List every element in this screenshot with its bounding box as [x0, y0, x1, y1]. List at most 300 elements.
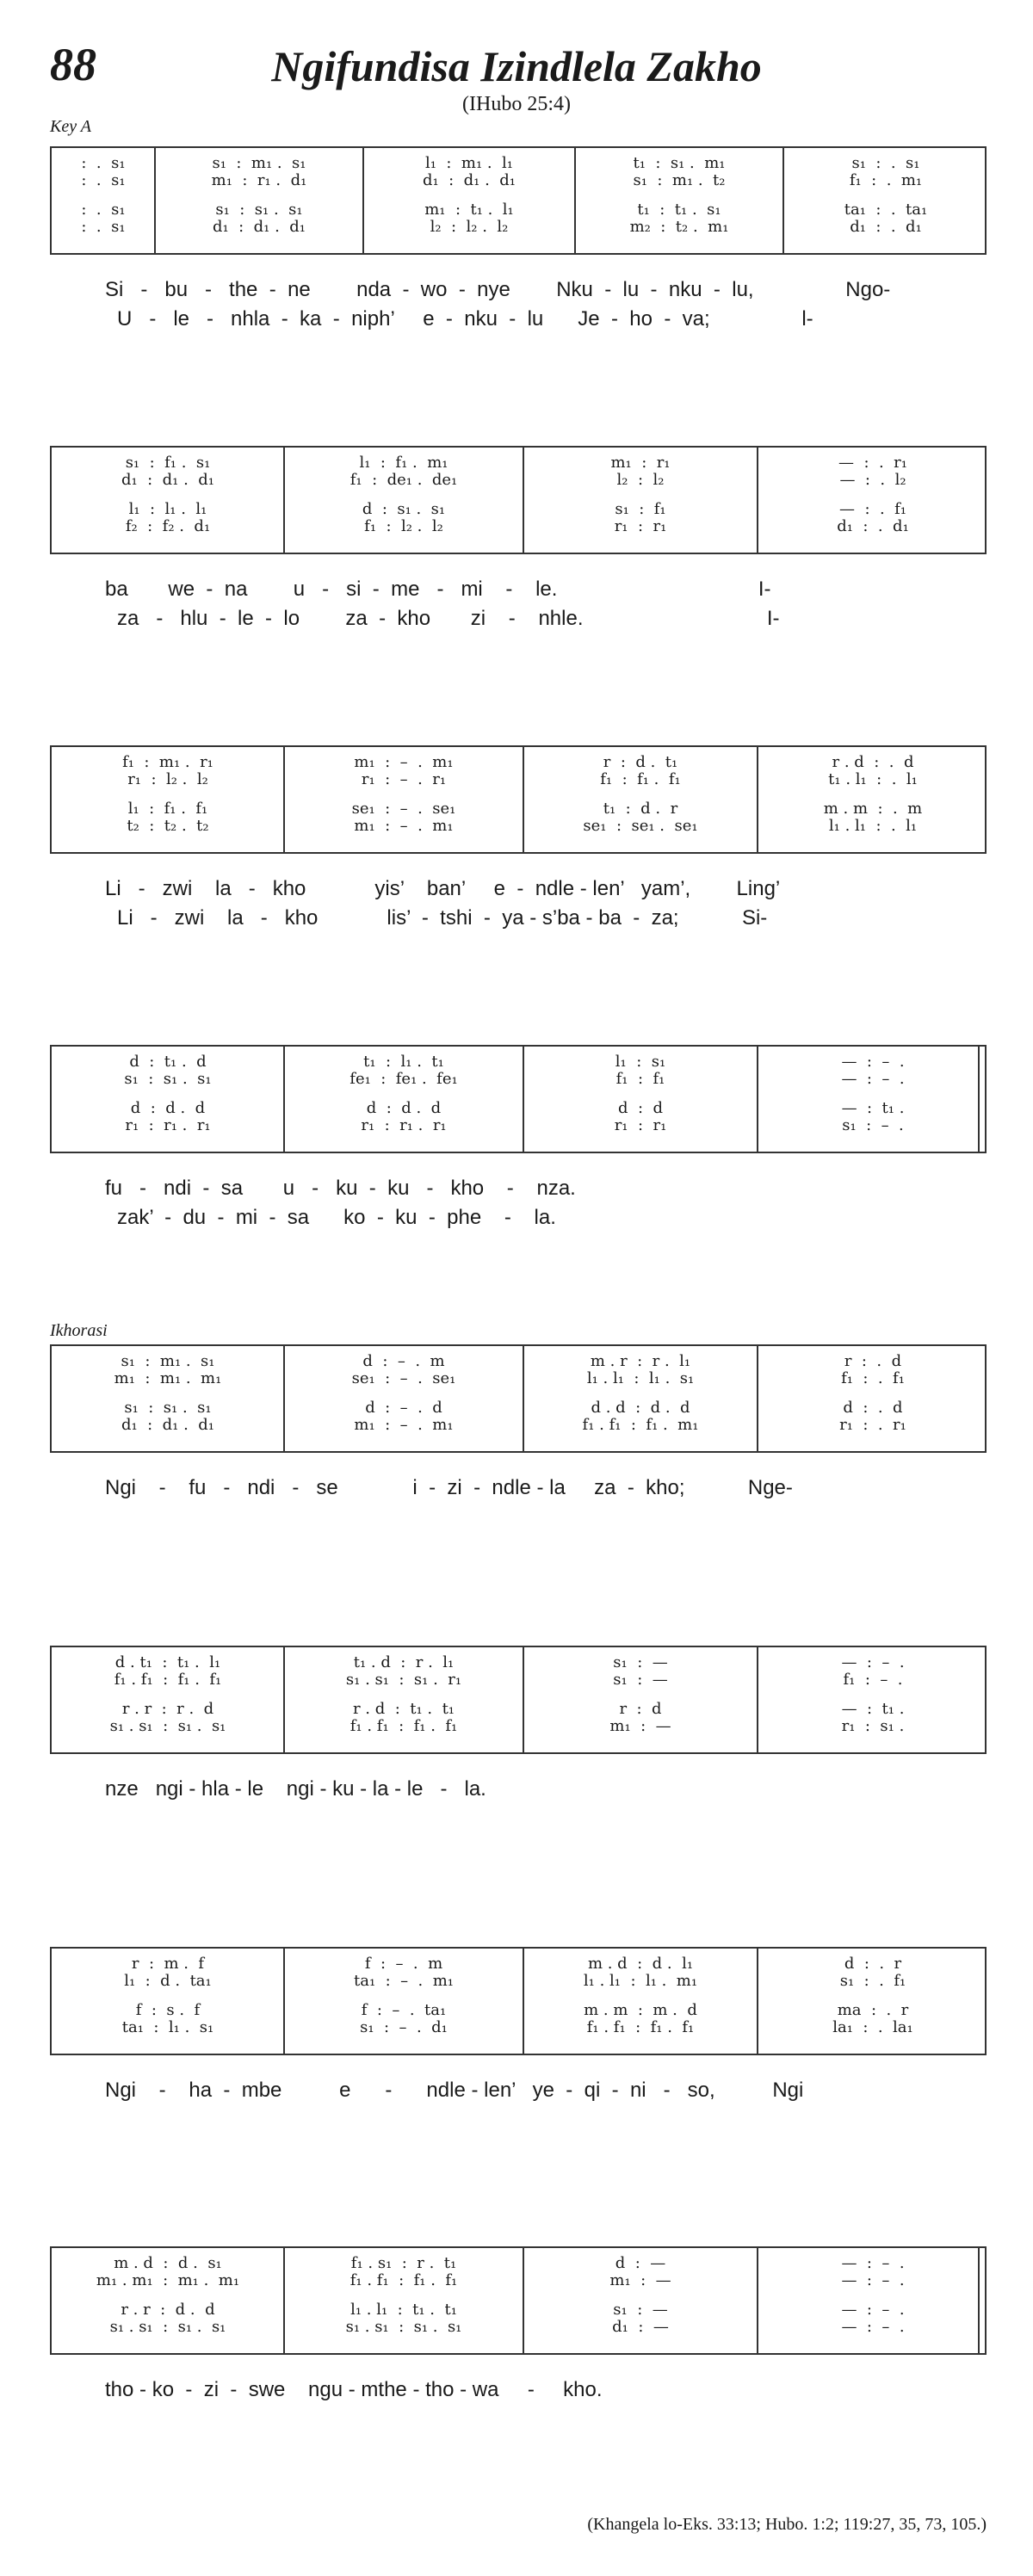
measure — [52, 2319, 284, 2336]
measure — [52, 2301, 284, 2319]
measure — [758, 818, 988, 835]
measure — [523, 2301, 758, 2319]
measure — [52, 518, 284, 535]
measure — [523, 472, 758, 489]
solfa-notes: s₁ : m₁ . s₁ — [212, 155, 306, 172]
measure — [523, 1973, 758, 1990]
solfa-notes: f₁ : . m₁ — [849, 172, 923, 189]
footer-references: (Khangela lo-Eks. 33:13; Hubo. 1:2; 119:27, 35, 73, 105.) — [587, 2515, 987, 2534]
measure — [284, 754, 523, 771]
solfa-notes: f : s . f — [135, 2002, 201, 2019]
voice-row-4 — [52, 1417, 985, 1434]
lyric-line: Li - zwi la - kho lis’ - tshi - ya - s’ba - ba - za; Si- — [117, 906, 768, 930]
solfa-notes: r₁ : r₁ — [614, 1117, 667, 1134]
measure — [52, 1053, 284, 1071]
measure — [523, 501, 758, 518]
voice-row-1 — [52, 2255, 985, 2272]
solfa-notes: r : m . f — [131, 1955, 205, 1973]
solfa-notes: : . s₁ — [81, 201, 126, 219]
measure — [284, 771, 523, 788]
solfa-notes: se₁ : – . se₁ — [351, 1370, 456, 1387]
lyric-line: za - hlu - le - lo za - kho zi - nhle. I- — [117, 607, 780, 630]
solfa-notes: d₁ : — — [612, 2319, 669, 2336]
solfa-notes: m₁ : – . m₁ — [354, 1417, 454, 1434]
voice-row-4 — [52, 2019, 985, 2036]
measure — [284, 518, 523, 535]
measure — [783, 219, 988, 236]
voice-row-2 — [52, 771, 985, 788]
measure — [52, 754, 284, 771]
measure — [758, 754, 988, 771]
measure — [52, 172, 155, 189]
measure — [758, 1053, 988, 1071]
system-4 — [50, 1045, 987, 1153]
solfa-notes: ta₁ : – . m₁ — [353, 1973, 455, 1990]
voice-row-1 — [52, 1654, 985, 1671]
voice-row-2 — [52, 1071, 985, 1088]
key-label: Key A — [50, 117, 91, 136]
solfa-notes: s₁ . s₁ : s₁ . s₁ — [109, 2319, 226, 2336]
solfa-notes: m₁ : t₁ . l₁ — [424, 201, 514, 219]
measure — [284, 800, 523, 818]
voice-row-4 — [52, 219, 985, 236]
measure — [284, 1071, 523, 1088]
measure — [758, 454, 988, 472]
measure — [523, 2002, 758, 2019]
measure — [758, 771, 988, 788]
measure — [52, 472, 284, 489]
measure — [284, 501, 523, 518]
measure — [284, 1417, 523, 1434]
solfa-notes: r : . d — [844, 1353, 902, 1370]
solfa-notes: t₁ : d . r — [603, 800, 678, 818]
solfa-notes: d : . d — [843, 1399, 903, 1417]
solfa-notes: l₁ . l₁ : t₁ . t₁ — [350, 2301, 457, 2319]
lyric-line: nze ngi - hla - le ngi - ku - la - le - la. — [105, 1777, 486, 1801]
solfa-notes: l₁ . l₁ : . l₁ — [828, 818, 918, 835]
voice-row-2 — [52, 2272, 985, 2289]
solfa-notes: r : d . t₁ — [603, 754, 678, 771]
measure — [523, 2255, 758, 2272]
measure — [284, 2272, 523, 2289]
solfa-notes: m . m : . m — [823, 800, 923, 818]
voice-row-4 — [52, 2319, 985, 2336]
lyric-line: Ngi - fu - ndi - se i - zi - ndle - la za - kho; Nge- — [105, 1476, 793, 1499]
measure — [758, 1370, 988, 1387]
measure — [523, 1701, 758, 1718]
measure — [523, 1671, 758, 1689]
solfa-notes: r . r : r . d — [121, 1701, 214, 1718]
solfa-notes: s₁ . s₁ : s₁ . r₁ — [345, 1671, 462, 1689]
solfa-notes: f₁ . f₁ : f₁ . m₁ — [582, 1417, 699, 1434]
measure — [155, 201, 363, 219]
system-3 — [50, 745, 987, 854]
measure — [52, 1671, 284, 1689]
solfa-notes: f₁ : – . — [843, 1671, 903, 1689]
measure — [575, 219, 783, 236]
solfa-notes: t₁ : t₁ . s₁ — [637, 201, 721, 219]
lyric-line: ba we - na u - si - me - mi - le. I- — [105, 578, 771, 601]
solfa-notes: l₁ . l₁ : l₁ . m₁ — [583, 1973, 698, 1990]
solfa-notes: m . r : r . l₁ — [590, 1353, 691, 1370]
chorus-label: Ikhorasi — [50, 1321, 108, 1340]
solfa-notes: f₁ : de₁ . de₁ — [349, 472, 458, 489]
solfa-notes: f₁ : f₁ . f₁ — [600, 771, 681, 788]
measure — [523, 1417, 758, 1434]
measure — [52, 219, 155, 236]
lyrics-block — [50, 2375, 987, 2405]
measure — [523, 800, 758, 818]
voice-row-2 — [52, 1671, 985, 1689]
solfa-notes: s₁ : — — [613, 1671, 668, 1689]
solfa-notes: — : – . — [841, 1654, 905, 1671]
voice-row-4 — [52, 818, 985, 835]
measure — [52, 1955, 284, 1973]
measure — [52, 818, 284, 835]
voice-row-3 — [52, 201, 985, 219]
measure — [758, 1353, 988, 1370]
solfa-notes: m . d : d . s₁ — [114, 2255, 222, 2272]
solfa-notes: r : d — [619, 1701, 662, 1718]
solfa-notes: t₁ : l₁ . t₁ — [363, 1053, 444, 1071]
voice-row-3 — [52, 501, 985, 518]
solfa-notes: d . t₁ : t₁ . l₁ — [114, 1654, 221, 1671]
solfa-notes: l₁ . l₁ : l₁ . s₁ — [586, 1370, 695, 1387]
measure — [523, 818, 758, 835]
measure — [758, 800, 988, 818]
measure — [52, 2255, 284, 2272]
voice-row-1 — [52, 454, 985, 472]
measure — [523, 454, 758, 472]
lyric-line: Li - zwi la - kho yis’ ban’ e - ndle - len’ yam’, Ling’ — [105, 877, 781, 900]
measure — [284, 818, 523, 835]
solfa-notes: s₁ : s₁ . s₁ — [215, 201, 303, 219]
solfa-notes: r₁ : l₂ . l₂ — [127, 771, 208, 788]
measure — [523, 1370, 758, 1387]
solfa-notes: d : t₁ . d — [129, 1053, 207, 1071]
measure — [52, 771, 284, 788]
measure — [758, 2002, 988, 2019]
measure — [575, 155, 783, 172]
solfa-notes: s₁ : . f₁ — [839, 1973, 906, 1990]
voice-row-3 — [52, 2002, 985, 2019]
solfa-notes: d₁ : . d₁ — [850, 219, 922, 236]
voice-row-4 — [52, 1718, 985, 1735]
solfa-notes: d : s₁ . s₁ — [362, 501, 446, 518]
measure — [363, 172, 575, 189]
measure — [758, 1973, 988, 1990]
solfa-notes: s₁ : m₁ . t₂ — [633, 172, 726, 189]
solfa-notes: : . s₁ — [81, 155, 126, 172]
measure — [783, 155, 988, 172]
solfa-notes: f : – . m — [364, 1955, 443, 1973]
measure — [758, 1071, 988, 1088]
solfa-notes: s₁ : — — [613, 2301, 668, 2319]
solfa-notes: m . d : d . l₁ — [587, 1955, 694, 1973]
measure — [155, 219, 363, 236]
measure — [575, 172, 783, 189]
voice-row-3 — [52, 1399, 985, 1417]
solfa-notes: — : t₁ . — [841, 1701, 905, 1718]
lyric-line: zak’ - du - mi - sa ko - ku - phe - la. — [117, 1206, 556, 1229]
lyrics-block — [50, 1174, 987, 1232]
lyrics-block — [50, 2076, 987, 2105]
measure — [52, 1417, 284, 1434]
measure — [284, 1399, 523, 1417]
measure — [758, 501, 988, 518]
solfa-notes: m₁ . m₁ : m₁ . m₁ — [96, 2272, 240, 2289]
system-7 — [50, 1947, 987, 2055]
measure — [758, 1718, 988, 1735]
solfa-notes: s₁ : — — [613, 1654, 668, 1671]
solfa-notes: s₁ : f₁ — [615, 501, 666, 518]
solfa-notes: f₁ : f₁ — [615, 1071, 665, 1088]
measure — [523, 1117, 758, 1134]
measure — [758, 1671, 988, 1689]
solfa-notes: — : – . — [841, 1071, 905, 1088]
voice-row-3 — [52, 800, 985, 818]
solfa-notes: — : – . — [841, 1053, 905, 1071]
solfa-notes: d : — — [615, 2255, 666, 2272]
lyric-line: tho - ko - zi - swe ngu - mthe - tho - wa - kho. — [105, 2378, 603, 2401]
solfa-notes: r₁ : r₁ . r₁ — [361, 1117, 447, 1134]
measure — [783, 201, 988, 219]
solfa-notes: t₁ : s₁ . m₁ — [633, 155, 726, 172]
measure — [52, 501, 284, 518]
measure — [52, 201, 155, 219]
measure — [52, 2019, 284, 2036]
solfa-notes: r . r : d . d — [121, 2301, 215, 2319]
measure — [758, 2255, 988, 2272]
system-2 — [50, 446, 987, 554]
measure — [758, 1701, 988, 1718]
measure — [52, 800, 284, 818]
measure — [758, 2301, 988, 2319]
solfa-notes: r . d : . d — [832, 754, 914, 771]
solfa-notes: fe₁ : fe₁ . fe₁ — [349, 1071, 458, 1088]
solfa-notes: — : – . — [841, 2272, 905, 2289]
solfa-notes: s₁ : s₁ . s₁ — [124, 1071, 212, 1088]
measure — [284, 472, 523, 489]
solfa-notes: m₁ : r₁ — [610, 454, 671, 472]
measure — [52, 155, 155, 172]
voice-row-1 — [52, 1053, 985, 1071]
solfa-notes: f₁ . f₁ : f₁ . f₁ — [349, 1718, 458, 1735]
lyrics-block — [50, 275, 987, 334]
solfa-notes: se₁ : se₁ . se₁ — [583, 818, 698, 835]
solfa-notes: d₁ : d₁ . d₁ — [422, 172, 516, 189]
solfa-notes: f₁ . s₁ : r . t₁ — [350, 2255, 457, 2272]
solfa-notes: s₁ . s₁ : s₁ . s₁ — [345, 2319, 462, 2336]
measure — [363, 219, 575, 236]
measure — [758, 1654, 988, 1671]
solfa-notes: se₁ : – . se₁ — [351, 800, 456, 818]
measure — [284, 1701, 523, 1718]
voice-row-1 — [52, 1353, 985, 1370]
system-8 — [50, 2246, 987, 2355]
solfa-notes: ma : . r — [837, 2002, 909, 2019]
measure — [523, 1100, 758, 1117]
solfa-notes: ta₁ : . ta₁ — [844, 201, 928, 219]
measure — [758, 1117, 988, 1134]
solfa-notes: l₁ : f₁ . f₁ — [127, 800, 208, 818]
measure — [758, 2272, 988, 2289]
solfa-notes: s₁ : – . — [842, 1117, 904, 1134]
solfa-notes: — : . f₁ — [839, 501, 906, 518]
system-1 — [50, 146, 987, 255]
hymn-title: Ngifundisa Izindlela Zakho — [271, 42, 762, 90]
measure — [783, 172, 988, 189]
measure — [575, 201, 783, 219]
measure — [284, 454, 523, 472]
measure — [284, 2002, 523, 2019]
measure — [363, 155, 575, 172]
solfa-notes: d : – . d — [365, 1399, 442, 1417]
solfa-notes: f₂ : f₂ . d₁ — [125, 518, 211, 535]
solfa-notes: r . d : t₁ . t₁ — [352, 1701, 455, 1718]
voice-row-3 — [52, 1100, 985, 1117]
solfa-notes: d : d . d — [366, 1100, 442, 1117]
voice-row-2 — [52, 172, 985, 189]
solfa-notes: l₂ : l₂ . l₂ — [430, 219, 509, 236]
solfa-notes: m . m : m . d — [584, 2002, 697, 2019]
voice-row-2 — [52, 1973, 985, 1990]
measure — [284, 2319, 523, 2336]
solfa-notes: f : – . ta₁ — [361, 2002, 447, 2019]
solfa-notes: — : – . — [841, 2319, 905, 2336]
solfa-notes: d : . r — [844, 1955, 902, 1973]
measure — [52, 1353, 284, 1370]
measure — [523, 1955, 758, 1973]
lyric-line: Ngi - ha - mbe e - ndle - len’ ye - qi - ni - so, Ngi — [105, 2079, 804, 2102]
solfa-notes: s₁ : . s₁ — [851, 155, 920, 172]
measure — [523, 1399, 758, 1417]
measure — [758, 2319, 988, 2336]
lyric-line: fu - ndi - sa u - ku - ku - kho - nza. — [105, 1177, 576, 1200]
solfa-notes: m₁ : r₁ . d₁ — [211, 172, 307, 189]
lyrics-block — [50, 1775, 987, 1804]
measure — [284, 1353, 523, 1370]
measure — [52, 1654, 284, 1671]
solfa-notes: l₁ : f₁ . m₁ — [359, 454, 448, 472]
solfa-notes: d₁ : d₁ . d₁ — [121, 1417, 215, 1434]
measure — [523, 2272, 758, 2289]
scripture-reference: (IHubo 25:4) — [462, 93, 571, 115]
solfa-notes: m₁ : – . m₁ — [354, 818, 454, 835]
solfa-notes: d : d . d — [130, 1100, 206, 1117]
measure — [758, 518, 988, 535]
measure — [284, 2255, 523, 2272]
solfa-notes: la₁ : . la₁ — [832, 2019, 913, 2036]
measure — [284, 1955, 523, 1973]
solfa-notes: — : – . — [841, 2255, 905, 2272]
lyric-line: U - le - nhla - ka - niph’ e - nku - lu Je - ho - va; l- — [117, 307, 813, 330]
measure — [523, 2319, 758, 2336]
measure — [52, 454, 284, 472]
measure — [284, 2301, 523, 2319]
solfa-notes: r₁ : . r₁ — [839, 1417, 906, 1434]
measure — [284, 1654, 523, 1671]
solfa-notes: d₁ : d₁ . d₁ — [121, 472, 215, 489]
measure — [52, 2002, 284, 2019]
solfa-notes: r₁ : – . r₁ — [361, 771, 447, 788]
hymn-number: 88 — [50, 39, 96, 90]
solfa-notes: f₁ . f₁ : f₁ . f₁ — [586, 2019, 695, 2036]
voice-row-3 — [52, 2301, 985, 2319]
measure — [758, 1100, 988, 1117]
voice-row-3 — [52, 1701, 985, 1718]
measure — [52, 2272, 284, 2289]
voice-row-2 — [52, 1370, 985, 1387]
measure — [284, 1117, 523, 1134]
voice-row-4 — [52, 518, 985, 535]
solfa-notes: r₁ : s₁ . — [841, 1718, 905, 1735]
solfa-notes: t₁ . d : r . l₁ — [353, 1654, 455, 1671]
solfa-notes: m₂ : t₂ . m₁ — [629, 219, 729, 236]
measure — [523, 754, 758, 771]
solfa-notes: d₁ : d₁ . d₁ — [212, 219, 306, 236]
measure — [523, 1353, 758, 1370]
measure — [284, 1973, 523, 1990]
solfa-notes: l₁ : d . ta₁ — [124, 1973, 212, 1990]
measure — [52, 1117, 284, 1134]
solfa-notes: d₁ : . d₁ — [837, 518, 909, 535]
measure — [758, 2019, 988, 2036]
solfa-notes: d : d — [618, 1100, 663, 1117]
solfa-notes: — : . r₁ — [838, 454, 907, 472]
solfa-notes: m₁ : — — [609, 2272, 671, 2289]
solfa-notes: s₁ : m₁ . s₁ — [121, 1353, 215, 1370]
measure — [52, 1071, 284, 1088]
measure — [523, 1053, 758, 1071]
solfa-notes: s₁ : s₁ . s₁ — [124, 1399, 212, 1417]
solfa-notes: f₁ : . f₁ — [841, 1370, 905, 1387]
solfa-notes: l₁ : m₁ . l₁ — [424, 155, 514, 172]
solfa-notes: r₁ : r₁ — [614, 518, 667, 535]
measure — [52, 1701, 284, 1718]
solfa-notes: t₂ : t₂ . t₂ — [127, 818, 209, 835]
measure — [155, 172, 363, 189]
solfa-notes: ta₁ : l₁ . s₁ — [121, 2019, 214, 2036]
solfa-notes: d . d : d . d — [591, 1399, 690, 1417]
system-6 — [50, 1646, 987, 1754]
voice-row-2 — [52, 472, 985, 489]
solfa-notes: : . s₁ — [81, 219, 126, 236]
solfa-notes: s₁ : – . d₁ — [360, 2019, 448, 2036]
measure — [155, 155, 363, 172]
measure — [523, 771, 758, 788]
voice-row-1 — [52, 754, 985, 771]
measure — [523, 518, 758, 535]
measure — [363, 201, 575, 219]
lyrics-block — [50, 1473, 987, 1503]
measure — [284, 1671, 523, 1689]
measure — [758, 1417, 988, 1434]
measure — [284, 1053, 523, 1071]
solfa-notes: — : t₁ . — [841, 1100, 905, 1117]
solfa-notes: m₁ : — — [609, 1718, 671, 1735]
measure — [284, 1718, 523, 1735]
system-5 — [50, 1344, 987, 1453]
measure — [523, 1718, 758, 1735]
solfa-notes: m₁ : – . m₁ — [354, 754, 454, 771]
measure — [52, 1370, 284, 1387]
voice-row-1 — [52, 1955, 985, 1973]
solfa-notes: l₁ : l₁ . l₁ — [128, 501, 207, 518]
voice-row-1 — [52, 155, 985, 172]
solfa-notes: d : – . m — [362, 1353, 445, 1370]
solfa-notes: s₁ : f₁ . s₁ — [125, 454, 211, 472]
